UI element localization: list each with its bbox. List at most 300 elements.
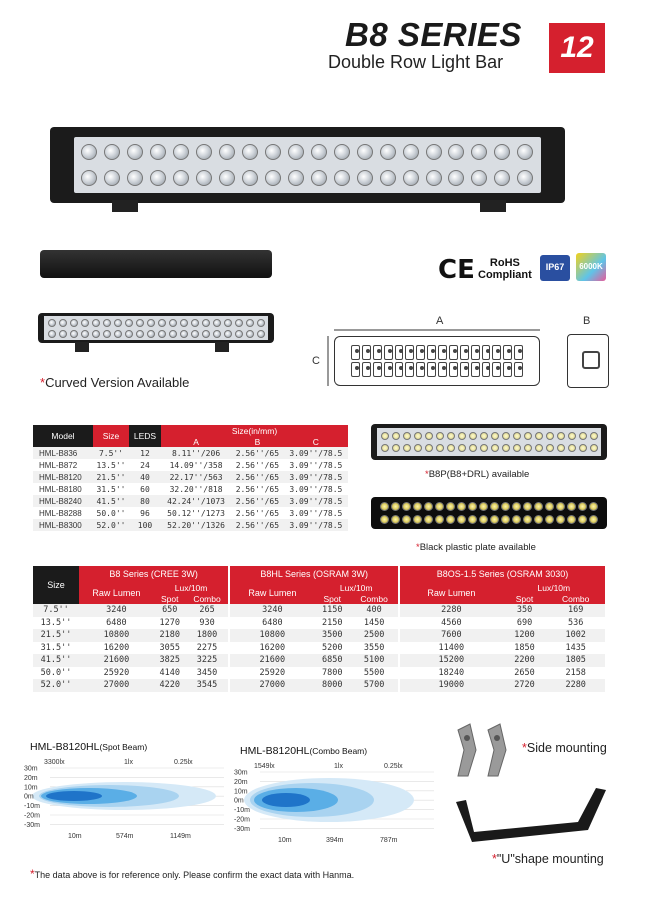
group-b8os: B8OS-1.5 Series (OSRAM 3030) xyxy=(400,566,605,582)
cell-a: 50.12''/1273 xyxy=(167,508,225,518)
led-icon xyxy=(180,330,188,338)
lumen-cell: 31.5'' xyxy=(40,642,72,653)
black-plate-bar-image xyxy=(371,497,607,529)
curved-foot-left xyxy=(75,342,89,352)
led-icon xyxy=(70,319,78,327)
led-icon xyxy=(468,502,477,511)
led-icon xyxy=(103,330,111,338)
u-bracket-icon xyxy=(452,780,612,850)
table-row xyxy=(33,495,348,507)
beam-y-label: -10m xyxy=(24,803,40,811)
cell-model: HML-B836 xyxy=(33,447,93,459)
lumen-cell: 1270 xyxy=(159,617,180,628)
led-icon xyxy=(403,170,419,186)
table-row xyxy=(33,667,605,680)
led-icon xyxy=(413,502,422,511)
cell-size: 31.5'' xyxy=(96,484,126,494)
cell-b: 2.56''/65 xyxy=(235,460,280,470)
dimension-label-a: A xyxy=(436,315,444,327)
led-icon xyxy=(469,444,477,452)
cell-size: 13.5'' xyxy=(96,460,126,470)
drawing-led-cell xyxy=(351,362,360,377)
beam-y-label: 0m xyxy=(24,793,34,801)
drawing-led-cell xyxy=(351,345,360,360)
cell-b: 2.56''/65 xyxy=(231,471,284,483)
beam-lux-label: 3300lx xyxy=(44,759,65,766)
drawing-led-cell xyxy=(405,345,414,360)
led-icon xyxy=(567,515,576,524)
drawing-led-cell xyxy=(438,345,447,360)
led-icon xyxy=(424,515,433,524)
lumen-cell: 400 xyxy=(350,604,398,617)
led-icon xyxy=(92,330,100,338)
side-mounting-label: *Side mounting xyxy=(522,741,607,755)
led-icon xyxy=(436,444,444,452)
led-icon xyxy=(311,170,327,186)
cell-leds: 12 xyxy=(129,447,161,459)
beam-lux-label: 1lx xyxy=(124,759,133,766)
lumen-cell: 2158 xyxy=(565,667,586,678)
beam-lux-label: 0.25lx xyxy=(174,759,193,766)
b8p-bar-image xyxy=(371,424,607,460)
led-icon xyxy=(246,330,254,338)
lumen-cell: 11400 xyxy=(438,642,465,653)
led-icon xyxy=(524,432,532,440)
led-icon xyxy=(468,515,477,524)
beam-x-label: 1149m xyxy=(170,833,191,840)
led-icon xyxy=(180,319,188,327)
side-drawing xyxy=(567,334,609,388)
led-icon xyxy=(213,330,221,338)
led-icon xyxy=(534,502,543,511)
led-icon xyxy=(219,170,235,186)
table-row xyxy=(33,447,348,459)
led-icon xyxy=(59,319,67,327)
led-icon xyxy=(446,515,455,524)
led-icon xyxy=(458,444,466,452)
led-icon xyxy=(556,515,565,524)
lumen-cell: 5100 xyxy=(350,654,398,667)
lumen-cell: 3825 xyxy=(154,654,186,667)
led-icon xyxy=(535,444,543,452)
table-row xyxy=(33,642,605,655)
cell-model: HML-B8120 xyxy=(33,471,93,483)
col-combo-2: Combo xyxy=(350,593,398,604)
cell-model: HML-B8288 xyxy=(39,508,82,518)
drawing-led-cell xyxy=(384,362,393,377)
led-icon xyxy=(502,432,510,440)
led-icon xyxy=(414,432,422,440)
led-icon xyxy=(380,144,396,160)
led-icon xyxy=(490,502,499,511)
drawing-led-cell xyxy=(482,362,491,377)
led-icon xyxy=(147,330,155,338)
lumen-cell: 2275 xyxy=(196,642,218,653)
beam-lux-label: 1549lx xyxy=(254,763,275,770)
table-row xyxy=(33,629,605,642)
led-icon xyxy=(224,330,232,338)
led-icon xyxy=(545,515,554,524)
lumen-cell: 7800 xyxy=(321,667,343,678)
col-model: Model xyxy=(33,425,93,447)
drawing-led-cell xyxy=(373,345,382,360)
led-icon xyxy=(81,144,97,160)
col-a: A xyxy=(161,436,231,447)
color-temp-icon: 6000K xyxy=(576,253,606,281)
lumen-cell: 265 xyxy=(186,604,229,617)
led-icon xyxy=(81,330,89,338)
lumen-cell: 7600 xyxy=(400,629,503,642)
cell-size: 21.5'' xyxy=(93,471,129,483)
lumen-cell: 930 xyxy=(199,617,215,628)
cell-c: 3.09''/78.5 xyxy=(289,484,343,494)
col-raw-3: Raw Lumen xyxy=(400,582,503,604)
led-icon xyxy=(150,144,166,160)
led-icon xyxy=(357,144,373,160)
lumen-cell: 3055 xyxy=(159,642,180,653)
cell-c: 3.09''/78.5 xyxy=(289,460,343,470)
reference-footnote: *The data above is for reference only. Please confirm the exact data with Hanma. xyxy=(30,867,355,881)
led-icon xyxy=(494,144,510,160)
led-icon xyxy=(480,432,488,440)
lumen-cell: 50.0'' xyxy=(40,667,72,678)
lumen-cell: 3500 xyxy=(314,629,350,642)
drawing-led-cell xyxy=(503,345,512,360)
combo-beam-chart xyxy=(234,762,444,844)
drawing-led-cell xyxy=(427,362,436,377)
table-row xyxy=(33,654,605,667)
lumen-cell: 18240 xyxy=(438,667,465,678)
led-icon xyxy=(169,330,177,338)
lumen-cell: 1450 xyxy=(363,617,385,628)
led-icon xyxy=(556,502,565,511)
lumen-cell: 3240 xyxy=(230,604,314,617)
table-row xyxy=(33,519,348,531)
lumen-cell: 650 xyxy=(154,604,186,617)
lumen-cell: 3545 xyxy=(186,679,229,692)
cell-leds: 80 xyxy=(129,495,161,507)
cell-b: 2.56''/65 xyxy=(231,495,284,507)
led-icon xyxy=(150,170,166,186)
col-combo-3: Combo xyxy=(546,593,605,604)
led-icon xyxy=(380,170,396,186)
lumen-cell: 25920 xyxy=(259,667,286,678)
lumen-cell: 4560 xyxy=(441,617,462,628)
spot-beam-chart xyxy=(24,758,234,840)
led-icon xyxy=(169,319,177,327)
led-icon xyxy=(435,502,444,511)
ip67-icon: IP67 xyxy=(540,255,570,281)
lumen-cell: 2650 xyxy=(514,667,535,678)
drawing-led-cell xyxy=(427,345,436,360)
col-spot-2: Spot xyxy=(314,593,350,604)
drawing-led-cell xyxy=(503,362,512,377)
led-icon xyxy=(579,444,587,452)
cell-c: 3.09''/78.5 xyxy=(284,447,348,459)
led-icon xyxy=(523,502,532,511)
main-light-bar-image xyxy=(50,127,565,203)
cell-b: 2.56''/65 xyxy=(235,484,280,494)
beam-lux-label: 0.25lx xyxy=(384,763,403,770)
lumen-cell: 6480 xyxy=(262,617,283,628)
beam-x-label: 10m xyxy=(68,833,82,840)
drawing-led-cell xyxy=(514,362,523,377)
cell-size: 41.5'' xyxy=(93,495,129,507)
led-icon xyxy=(381,432,389,440)
led-icon xyxy=(81,170,97,186)
mount-foot-right xyxy=(480,200,506,212)
led-icon xyxy=(191,330,199,338)
col-raw-2: Raw Lumen xyxy=(230,582,314,604)
led-icon xyxy=(425,444,433,452)
lumen-cell: 690 xyxy=(516,617,533,628)
led-icon xyxy=(391,515,400,524)
led-icon xyxy=(458,432,466,440)
led-icon xyxy=(403,432,411,440)
black-plate-note: *Black plastic plate available xyxy=(416,542,536,553)
lumen-cell: 41.5'' xyxy=(33,654,79,667)
drawing-led-cell xyxy=(362,362,371,377)
led-icon xyxy=(491,444,499,452)
beam-y-label: -10m xyxy=(234,807,250,815)
cell-leds: 60 xyxy=(140,484,150,494)
led-icon xyxy=(288,170,304,186)
beam-y-label: -20m xyxy=(24,812,40,820)
led-icon xyxy=(534,515,543,524)
lumen-cell: 21600 xyxy=(79,654,154,667)
cell-b: 2.56''/65 xyxy=(235,508,280,518)
table-row xyxy=(33,617,605,630)
led-icon xyxy=(242,170,258,186)
led-icon xyxy=(546,444,554,452)
led-icon xyxy=(191,319,199,327)
led-icon xyxy=(589,502,598,511)
cell-leds: 100 xyxy=(129,519,161,531)
led-icon xyxy=(448,170,464,186)
led-icon xyxy=(568,444,576,452)
drawing-led-cell xyxy=(460,362,469,377)
page-number-badge: 12 xyxy=(549,23,605,73)
lumen-cell: 1850 xyxy=(514,642,535,653)
led-icon xyxy=(219,144,235,160)
led-icon xyxy=(435,515,444,524)
drawing-led-cell xyxy=(416,362,425,377)
led-icon xyxy=(578,515,587,524)
cell-leds: 24 xyxy=(140,460,150,470)
drawing-led-cell xyxy=(460,345,469,360)
lumen-cell: 27000 xyxy=(230,679,314,692)
group-b8hl: B8HL Series (OSRAM 3W) xyxy=(230,566,398,582)
beam-x-label: 787m xyxy=(380,837,398,844)
led-icon xyxy=(357,170,373,186)
led-icon xyxy=(81,319,89,327)
beam-y-label: -30m xyxy=(234,825,250,833)
lumen-cell: 3450 xyxy=(196,667,218,678)
led-icon xyxy=(579,432,587,440)
led-icon xyxy=(590,432,598,440)
cell-a: 52.20''/1326 xyxy=(161,519,231,531)
led-icon xyxy=(512,502,521,511)
lumen-cell: 10800 xyxy=(79,629,154,642)
led-icon xyxy=(502,444,510,452)
drawing-led-cell xyxy=(514,345,523,360)
led-icon xyxy=(158,319,166,327)
led-icon xyxy=(546,432,554,440)
beam-x-label: 10m xyxy=(278,837,292,844)
led-icon xyxy=(471,144,487,160)
cell-c: 3.09''/78.5 xyxy=(284,471,348,483)
led-icon xyxy=(491,432,499,440)
led-icon xyxy=(403,144,419,160)
curved-foot-right xyxy=(215,342,229,352)
mount-foot-left xyxy=(112,200,138,212)
led-icon xyxy=(173,170,189,186)
back-view-bar-image xyxy=(40,250,272,278)
led-icon xyxy=(402,502,411,511)
drawing-led-cell xyxy=(449,345,458,360)
cell-c: 3.09''/78.5 xyxy=(284,495,348,507)
lumen-cell: 6480 xyxy=(106,617,127,628)
b8p-note: *B8P(B8+DRL) available xyxy=(425,469,530,480)
led-icon xyxy=(104,170,120,186)
led-icon xyxy=(494,170,510,186)
group-b8: B8 Series (CREE 3W) xyxy=(79,566,228,582)
lumen-cell: 16200 xyxy=(103,642,130,653)
beam-y-label: 30m xyxy=(234,769,248,777)
lumen-cell: 2500 xyxy=(350,629,398,642)
lumen-cell: 4140 xyxy=(159,667,180,678)
col-lumen-size: Size xyxy=(33,566,79,604)
led-icon xyxy=(196,144,212,160)
lumen-cell: 52.0'' xyxy=(33,679,79,692)
led-icon xyxy=(535,432,543,440)
cell-a: 42.24''/1073 xyxy=(161,495,231,507)
lumen-table xyxy=(33,566,605,692)
table-row xyxy=(33,604,605,617)
led-icon xyxy=(70,330,78,338)
col-leds: LEDS xyxy=(129,425,161,447)
col-lux-3: Lux/10m xyxy=(503,582,605,593)
combo-beam-title: HML-B8120HL(Combo Beam) xyxy=(240,745,368,757)
led-icon xyxy=(490,515,499,524)
led-icon xyxy=(104,144,120,160)
led-icon xyxy=(448,144,464,160)
led-icon xyxy=(147,319,155,327)
led-icon xyxy=(257,330,265,338)
drawing-led-cell xyxy=(438,362,447,377)
dimension-label-b: B xyxy=(583,315,591,327)
cell-model: HML-B8300 xyxy=(33,519,93,531)
led-icon xyxy=(523,515,532,524)
lumen-cell: 27000 xyxy=(79,679,154,692)
lumen-cell: 3225 xyxy=(186,654,229,667)
led-icon xyxy=(213,319,221,327)
led-icon xyxy=(391,502,400,511)
cell-c: 3.09''/78.5 xyxy=(284,519,348,531)
cell-a: 14.09''/358 xyxy=(169,460,223,470)
beam-y-label: 10m xyxy=(24,784,38,792)
led-icon xyxy=(413,515,422,524)
drawing-led-cell xyxy=(471,362,480,377)
led-icon xyxy=(589,515,598,524)
drawing-led-cell xyxy=(395,362,404,377)
led-icon xyxy=(334,170,350,186)
col-spot-3: Spot xyxy=(503,593,547,604)
led-icon xyxy=(471,170,487,186)
lumen-cell: 2200 xyxy=(503,654,547,667)
led-icon xyxy=(392,432,400,440)
lumen-cell: 350 xyxy=(503,604,547,617)
led-icon xyxy=(127,144,143,160)
led-icon xyxy=(469,432,477,440)
led-icon xyxy=(524,444,532,452)
led-icon xyxy=(288,144,304,160)
led-icon xyxy=(557,444,565,452)
led-icon xyxy=(501,515,510,524)
lumen-cell: 1002 xyxy=(546,629,605,642)
led-icon xyxy=(224,319,232,327)
lumen-cell: 169 xyxy=(546,604,605,617)
drawing-led-cell xyxy=(416,345,425,360)
col-size-group: Size(in/mm) xyxy=(161,425,348,436)
cell-size: 50.0'' xyxy=(96,508,126,518)
lumen-cell: 4220 xyxy=(154,679,186,692)
led-icon xyxy=(380,515,389,524)
lumen-cell: 1435 xyxy=(565,642,586,653)
lumen-cell: 1800 xyxy=(186,629,229,642)
size-table xyxy=(33,425,348,531)
lumen-cell: 19000 xyxy=(400,679,503,692)
lumen-cell: 25920 xyxy=(103,667,130,678)
lumen-cell: 5500 xyxy=(363,667,385,678)
led-icon xyxy=(426,144,442,160)
led-icon xyxy=(513,432,521,440)
led-icon xyxy=(334,144,350,160)
drawing-led-cell xyxy=(395,345,404,360)
col-lux-1: Lux/10m xyxy=(154,582,229,593)
led-icon xyxy=(173,144,189,160)
lumen-cell: 15200 xyxy=(400,654,503,667)
beam-y-label: -20m xyxy=(234,816,250,824)
lumen-cell: 2280 xyxy=(546,679,605,692)
led-icon xyxy=(381,444,389,452)
side-bracket-icon xyxy=(450,720,520,780)
led-icon xyxy=(114,319,122,327)
led-icon xyxy=(479,502,488,511)
led-icon xyxy=(447,444,455,452)
led-icon xyxy=(257,319,265,327)
col-raw-1: Raw Lumen xyxy=(79,582,154,604)
lumen-cell: 2720 xyxy=(503,679,547,692)
led-icon xyxy=(92,319,100,327)
col-spot-1: Spot xyxy=(154,593,186,604)
series-title: B8 SERIES xyxy=(345,16,522,53)
table-row xyxy=(33,459,348,471)
led-icon xyxy=(125,330,133,338)
drawing-led-cell xyxy=(492,345,501,360)
cell-leds: 40 xyxy=(129,471,161,483)
led-icon xyxy=(501,502,510,511)
led-icon xyxy=(265,144,281,160)
led-icon xyxy=(425,432,433,440)
led-icon xyxy=(196,170,212,186)
led-icon xyxy=(114,330,122,338)
series-subtitle: Double Row Light Bar xyxy=(328,52,504,72)
led-icon xyxy=(265,170,281,186)
lumen-cell: 3240 xyxy=(79,604,154,617)
led-icon xyxy=(426,170,442,186)
dimension-label-c: C xyxy=(312,355,320,367)
